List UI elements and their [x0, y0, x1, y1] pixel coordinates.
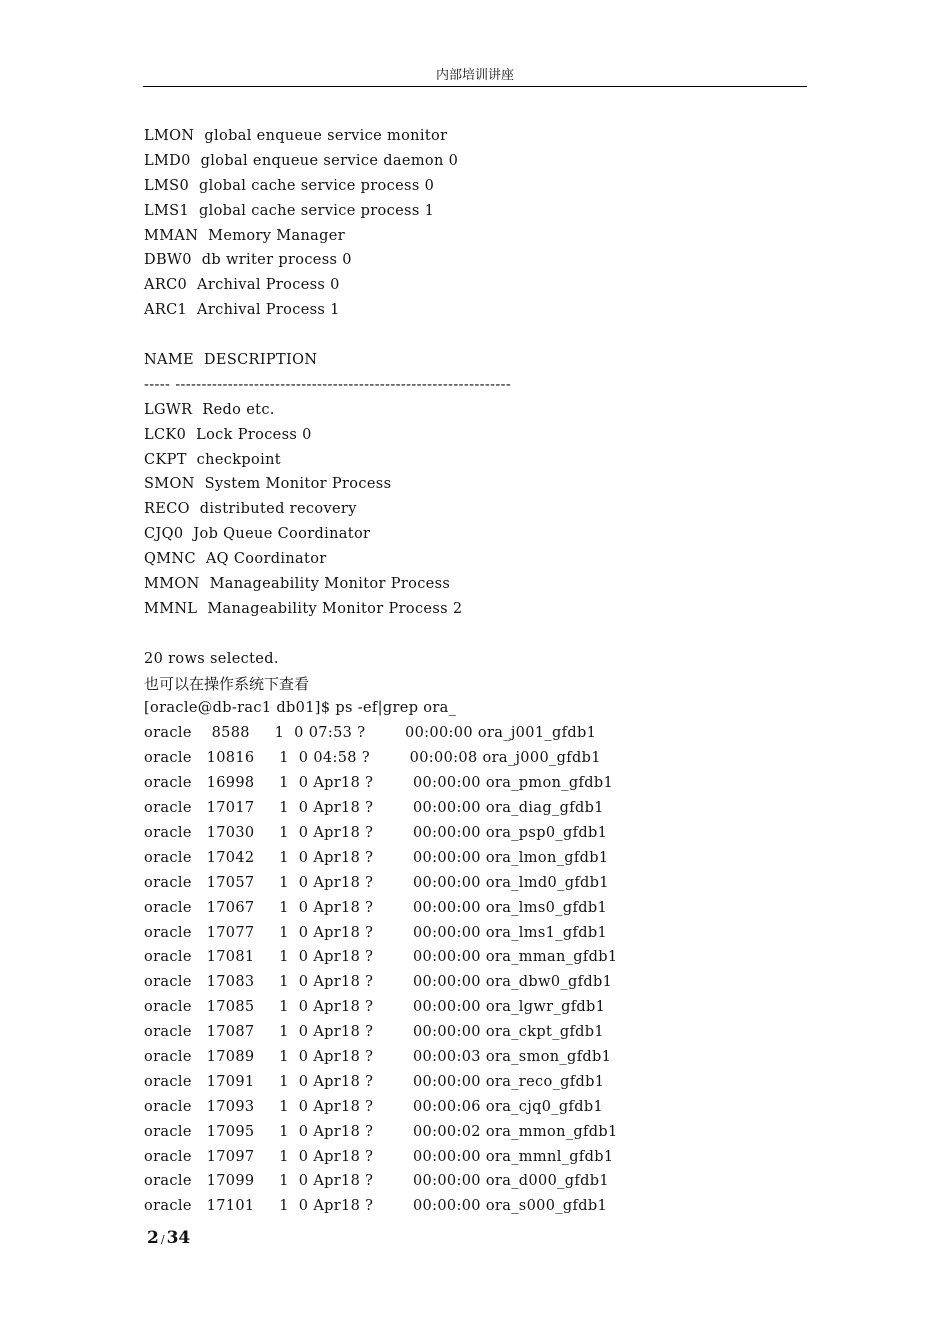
text-line: DBW0 db writer process 0 — [144, 252, 352, 269]
text-line: LMS0 global cache service process 0 — [144, 177, 435, 194]
text-line: oracle 17085 1 0 Apr18 ? 00:00:00 ora_lgwr_gfdb1 — [144, 999, 606, 1016]
text-line: oracle 17091 1 0 Apr18 ? 00:00:00 ora_reco_gfdb1 — [144, 1073, 605, 1090]
text-line: LMS1 global cache service process 1 — [144, 202, 435, 219]
text-line: oracle 10816 1 0 04:58 ? 00:00:08 ora_j000_gfdb1 — [144, 750, 601, 767]
text-line: oracle 17087 1 0 Apr18 ? 00:00:00 ora_ckpt_gfdb1 — [144, 1024, 605, 1041]
text-line: oracle 17057 1 0 Apr18 ? 00:00:00 ora_lmd0_gfdb1 — [144, 874, 609, 891]
text-line: MMNL Manageability Monitor Process 2 — [144, 600, 463, 617]
text-line: ----- ---------------------------------------------------------------- — [144, 376, 512, 393]
text-line: oracle 17077 1 0 Apr18 ? 00:00:00 ora_lms1_gfdb1 — [144, 924, 608, 941]
text-line: oracle 17081 1 0 Apr18 ? 00:00:00 ora_mman_gfdb1 — [144, 949, 618, 966]
text-line: oracle 16998 1 0 Apr18 ? 00:00:00 ora_pmon_gfdb1 — [144, 775, 614, 792]
text-line: oracle 17101 1 0 Apr18 ? 00:00:00 ora_s000_gfdb1 — [144, 1198, 608, 1215]
text-line: LMD0 global enqueue service daemon 0 — [144, 152, 459, 169]
text-line: [oracle@db-rac1 db01]$ ps -ef|grep ora_ — [144, 700, 457, 717]
text-line: RECO distributed recovery — [144, 501, 357, 518]
text-line: LCK0 Lock Process 0 — [144, 426, 312, 443]
text-line: MMON Manageability Monitor Process — [144, 576, 451, 593]
text-line: ARC0 Archival Process 0 — [144, 277, 340, 294]
page-separator: / — [160, 1233, 165, 1246]
text-line: oracle 17067 1 0 Apr18 ? 00:00:00 ora_lms0_gfdb1 — [144, 899, 608, 916]
text-line: LMON global enqueue service monitor — [144, 128, 448, 144]
text-line: CJQ0 Job Queue Coordinator — [144, 526, 371, 543]
text-line: oracle 17089 1 0 Apr18 ? 00:00:03 ora_smon_gfdb1 — [144, 1048, 612, 1065]
header-title: 内部培训讲座 — [435, 68, 514, 83]
text-line: MMAN Memory Manager — [144, 227, 345, 244]
blank-line — [144, 622, 844, 647]
text-line: oracle 17099 1 0 Apr18 ? 00:00:00 ora_d000_gfdb1 — [144, 1173, 609, 1190]
text-line: 也可以在操作系统下查看 — [144, 674, 310, 693]
page-header — [143, 66, 807, 87]
text-line: CKPT checkpoint — [144, 451, 281, 468]
text-line: SMON System Monitor Process — [144, 476, 392, 493]
text-line: oracle 17095 1 0 Apr18 ? 00:00:02 ora_mmon_gfdb1 — [144, 1123, 618, 1140]
text-line: oracle 17097 1 0 Apr18 ? 00:00:00 ora_mmnl_gfdb1 — [144, 1148, 614, 1165]
text-line: oracle 8588 1 0 07:53 ? 00:00:00 ora_j001_gfdb1 — [144, 725, 597, 742]
text-line: LGWR Redo etc. — [144, 401, 275, 418]
text-line: QMNC AQ Coordinator — [144, 551, 327, 568]
text-line: 20 rows selected. — [144, 650, 279, 667]
text-line: NAME DESCRIPTION — [144, 352, 318, 369]
page-number — [147, 1226, 190, 1250]
text-line: oracle 17093 1 0 Apr18 ? 00:00:06 ora_cjq0_gfdb1 — [144, 1098, 604, 1115]
text-line: oracle 17030 1 0 Apr18 ? 00:00:00 ora_psp0_gfdb1 — [144, 824, 608, 841]
current-page: 2 — [147, 1228, 159, 1248]
text-line: ARC1 Archival Process 1 — [144, 302, 340, 319]
total-pages: 34 — [166, 1228, 191, 1248]
text-line: oracle 17083 1 0 Apr18 ? 00:00:00 ora_dbw0_gfdb1 — [144, 974, 613, 991]
document-body — [144, 124, 844, 1219]
text-line: oracle 17017 1 0 Apr18 ? 00:00:00 ora_diag_gfdb1 — [144, 800, 604, 817]
blank-line — [144, 323, 844, 348]
text-line: oracle 17042 1 0 Apr18 ? 00:00:00 ora_lmon_gfdb1 — [144, 849, 609, 866]
